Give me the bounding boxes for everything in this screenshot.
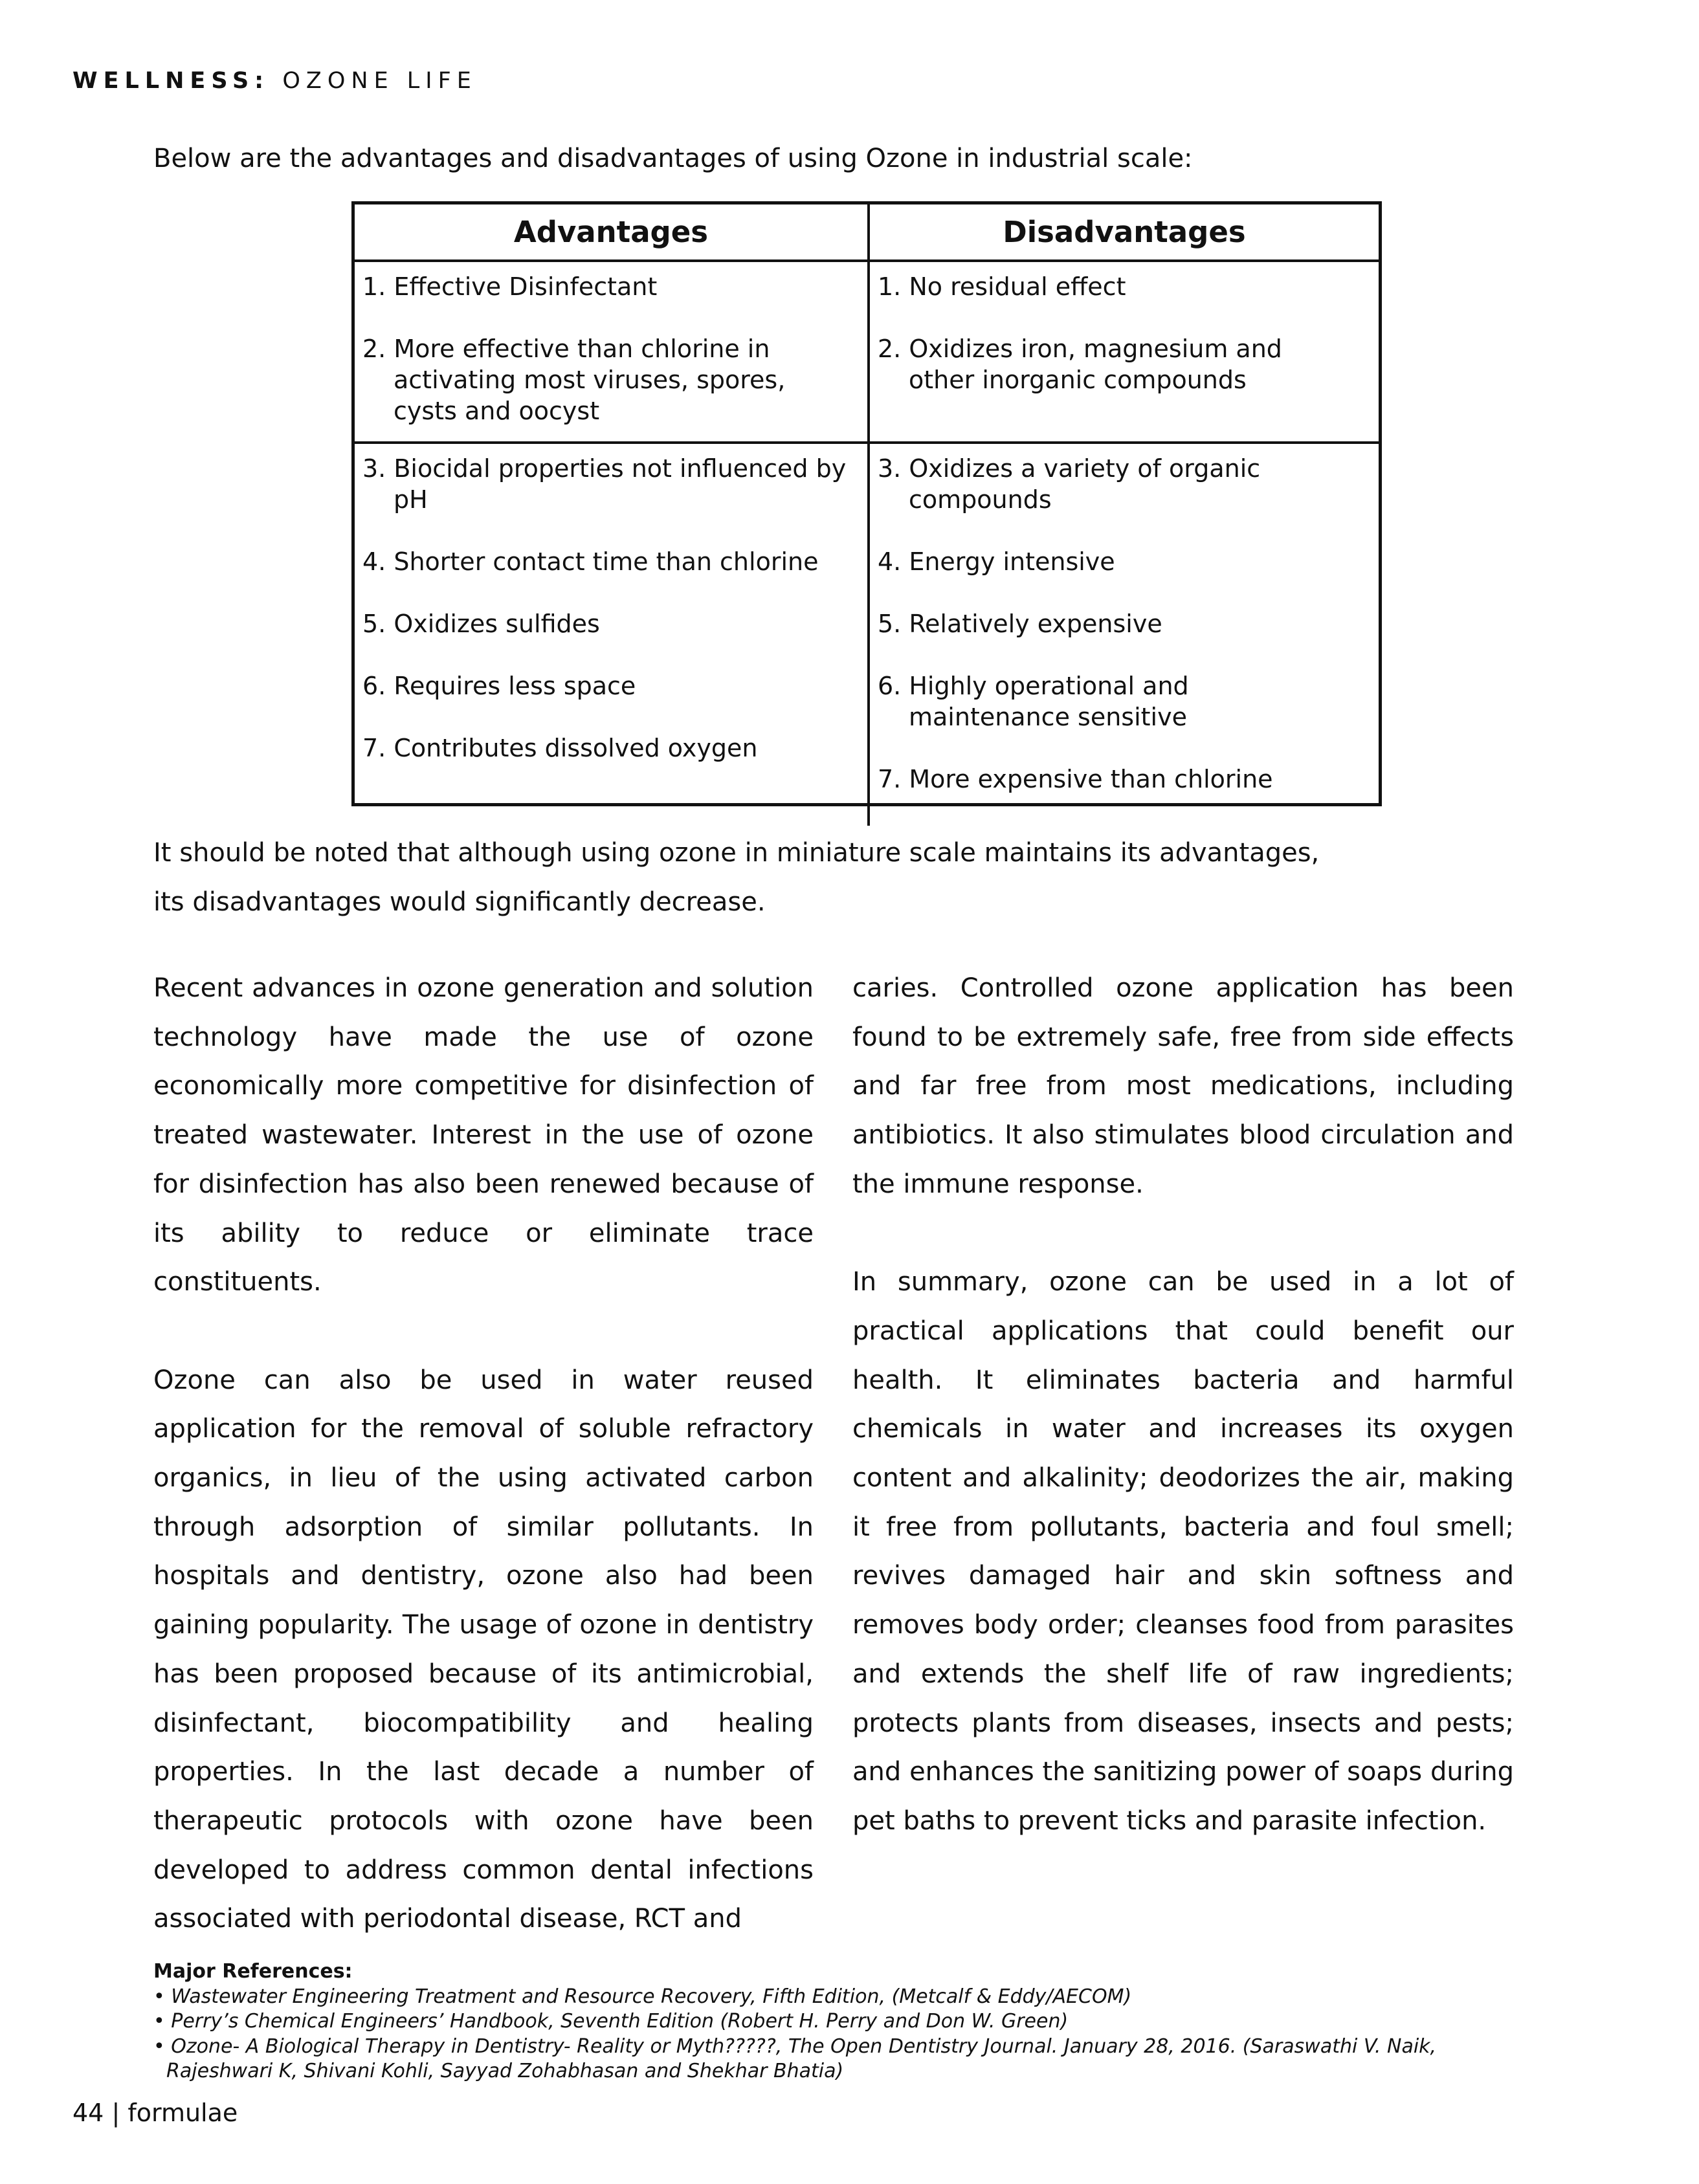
list-item: 7. Contributes dissolved oxygen xyxy=(362,734,758,762)
list-item: 6. Highly operational and maintenance sensitive xyxy=(878,672,1189,731)
reference-item: • Perry’s Chemical Engineers’ Handbook, Seventh Edition (Robert H. Perry and Don W. Green) xyxy=(153,2010,1069,2033)
list-item: 1. Effective Disinfectant xyxy=(362,272,658,301)
list-item: 3. Biocidal properties not influenced by pH xyxy=(362,454,847,514)
list-item: 7. More expensive than chlorine xyxy=(878,765,1273,793)
body-column-right xyxy=(852,964,1514,1895)
advantages-disadvantages-table xyxy=(351,201,1382,806)
paragraph: caries. Controlled ozone application has been found to be extremely safe, free from side effects and far free from most medications, including antibiotics. It also stimulates blood circulation and the immune response. xyxy=(852,973,1514,1199)
table-note-line-2: its disadvantages would significantly decrease. xyxy=(153,887,766,917)
list-item: 4. Energy intensive xyxy=(878,547,1115,576)
list-item: 3. Oxidizes a variety of organic compounds xyxy=(878,454,1261,514)
disadvantages-cell-1 xyxy=(870,262,1379,444)
reference-item: • Ozone- A Biological Therapy in Dentistry- Reality or Myth?????, The Open Dentistry Journal. January 28, 2016. (Saraswathi V. Naik, Rajeshwari K, Shivani Kohli, Sayyad Zohabhasan and Shekhar Bhatia) xyxy=(153,2035,1437,2082)
section-title: OZONE LIFE xyxy=(282,68,477,94)
paragraph: In summary, ozone can be used in a lot of practical applications that could benefit our health. It eliminates bacteria and harmful chemicals in water and increases its oxygen content and alkalinity; deodorizes the air, making it free from pollutants, bacteria and foul smell; revives damaged hair and skin softness and removes body order; cleanses food from parasites and extends the shelf life of raw ingredients; protects plants from diseases, insects and pests; and enhances the sanitizing power of soaps during pet baths to prevent ticks and parasite infection. xyxy=(852,1267,1514,1836)
section-label: WELLNESS: xyxy=(72,68,270,94)
page-number: 44 xyxy=(72,2099,104,2127)
table-note xyxy=(153,828,1448,927)
paragraph: Recent advances in ozone generation and solution technology have made the use of ozone economically more competitive for disinfection of treated wastewater. Interest in the use of ozone for disinfection has also been renewed because of its ability to reduce or eliminate trace constituents. xyxy=(153,973,814,1297)
section-header xyxy=(72,65,477,97)
list-item: 5. Relatively expensive xyxy=(878,610,1162,638)
publication-name: formulae xyxy=(128,2099,238,2127)
list-item: 4. Shorter contact time than chlorine xyxy=(362,547,819,576)
body-column-left xyxy=(153,964,814,1993)
list-item: 2. More effective than chlorine in activating most viruses, spores, cysts and oocyst xyxy=(362,335,786,425)
list-item: 2. Oxidizes iron, magnesium and other inorganic compounds xyxy=(878,335,1282,394)
reference-item: • Wastewater Engineering Treatment and Resource Recovery, Fifth Edition, (Metcalf & Eddy/AECOM) xyxy=(153,1985,1132,2008)
page-footer xyxy=(72,2097,238,2129)
disadvantages-header: Disadvantages xyxy=(870,204,1379,262)
list-item: 1. No residual effect xyxy=(878,272,1126,301)
paragraph: Ozone can also be used in water reused application for the removal of soluble refractory organics, in lieu of the using activated carbon through adsorption of similar pollutants. In hospitals and dentistry, ozone also had been gaining popularity. The usage of ozone in dentistry has been proposed because of its antimicrobial, disinfectant, biocompatibility and healing properties. In the last decade a number of therapeutic protocols with ozone have been developed to address common dental infections associated with periodontal disease, RCT and xyxy=(153,1365,814,1934)
references-title: Major References: xyxy=(153,1960,353,1983)
table-note-line-1: It should be noted that although using ozone in miniature scale maintains its advantages, xyxy=(153,838,1320,868)
disadvantages-cell-2 xyxy=(870,444,1379,826)
advantages-header: Advantages xyxy=(355,204,870,262)
footer-separator: | xyxy=(111,2099,120,2127)
list-item: 6. Requires less space xyxy=(362,672,636,700)
advantages-cell-1 xyxy=(355,262,870,444)
references xyxy=(153,1959,1545,2084)
list-item: 5. Oxidizes sulfides xyxy=(362,610,600,638)
advantages-cell-2 xyxy=(355,444,870,826)
intro-text: Below are the advantages and disadvantages of using Ozone in industrial scale: xyxy=(153,144,1193,173)
